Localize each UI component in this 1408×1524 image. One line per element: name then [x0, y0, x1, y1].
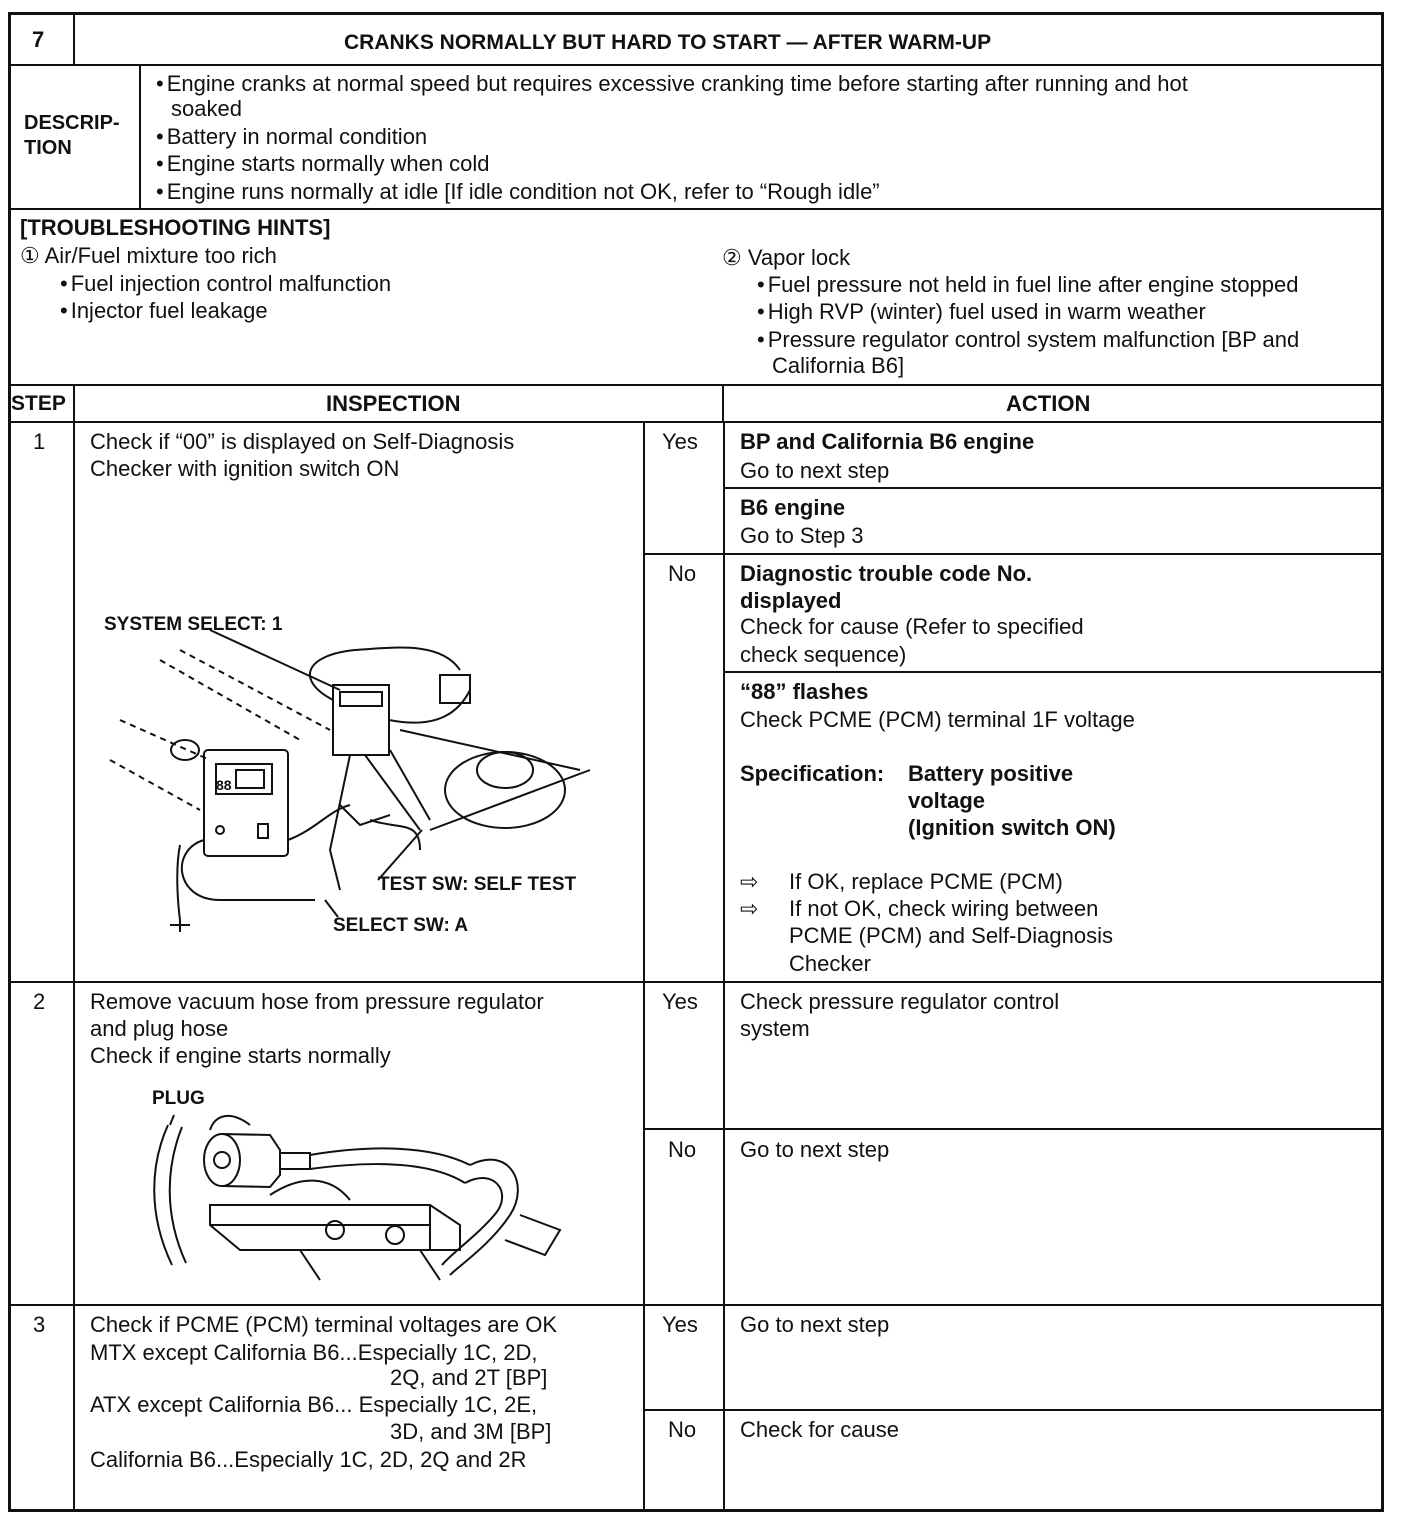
description-item: • Engine starts normally when cold: [156, 150, 490, 177]
inspection-text: and plug hose: [90, 1016, 229, 1041]
hint-item: • High RVP (winter) fuel used in warm weather: [757, 298, 1206, 325]
divider: [723, 421, 725, 1512]
description-item: • Engine cranks at normal speed but requires excessive cranking time before starting after running and hot: [156, 70, 1188, 97]
result-text: If not OK, check wiring between: [789, 896, 1099, 921]
column-header-inspection: INSPECTION: [326, 391, 461, 416]
yes-label: Yes: [662, 429, 698, 454]
inspection-text: 2Q, and 2T [BP]: [390, 1365, 548, 1390]
hints-title: [TROUBLESHOOTING HINTS]: [20, 215, 331, 240]
pressure-regulator-illustration: [130, 1105, 570, 1290]
description-label: TION: [24, 137, 72, 159]
action-title: BP and California B6 engine: [740, 429, 1035, 454]
figure-label: SELECT SW: A: [333, 915, 469, 936]
inspection-text: Remove vacuum hose from pressure regulator: [90, 989, 544, 1014]
checker-display: 88: [216, 777, 232, 793]
divider: [643, 421, 645, 1512]
action-text: Go to next step: [740, 1312, 890, 1337]
description-item: soaked: [171, 96, 242, 121]
action-text: Check for cause (Refer to specified: [740, 614, 1084, 639]
step-number: 1: [33, 429, 46, 454]
column-header-action: ACTION: [1006, 391, 1091, 416]
hint-item: • Fuel pressure not held in fuel line after engine stopped: [757, 271, 1299, 298]
inspection-text: Check if engine starts normally: [90, 1043, 391, 1068]
arrow-icon: ⇨: [740, 869, 759, 894]
divider: [8, 384, 1384, 386]
figure-label: SYSTEM SELECT: 1: [104, 614, 283, 635]
hint-item: California B6]: [772, 353, 905, 378]
divider: [644, 1409, 1384, 1411]
hint-heading: ② Vapor lock: [722, 245, 851, 270]
action-text: Go to next step: [740, 1137, 890, 1162]
step-number: 2: [33, 989, 46, 1014]
action-text: Check pressure regulator control: [740, 989, 1060, 1014]
step-number: 3: [33, 1312, 46, 1337]
column-header-step: STEP: [11, 392, 66, 415]
divider: [724, 671, 1384, 673]
description-label: DESCRIP-: [24, 112, 120, 134]
no-label: No: [668, 1417, 697, 1442]
inspection-text: California B6...Especially 1C, 2D, 2Q and 2R: [90, 1447, 527, 1472]
action-text: Go to Step 3: [740, 523, 864, 548]
action-title: B6 engine: [740, 495, 846, 520]
inspection-text: Checker with ignition switch ON: [90, 456, 400, 481]
no-label: No: [668, 561, 697, 586]
inspection-text: MTX except California B6...Especially 1C, 2D,: [90, 1340, 538, 1365]
hint-item: • Pressure regulator control system malfunction [BP and: [757, 326, 1299, 353]
divider: [644, 553, 1384, 555]
result-text: If OK, replace PCME (PCM): [789, 869, 1063, 894]
description-item: • Engine runs normally at idle [If idle condition not OK, refer to “Rough idle”: [156, 178, 880, 205]
figure-label: TEST SW: SELF TEST: [378, 874, 577, 895]
inspection-text: 3D, and 3M [BP]: [390, 1419, 552, 1444]
divider: [8, 64, 1384, 66]
result-text: PCME (PCM) and Self-Diagnosis: [789, 923, 1113, 948]
divider: [722, 384, 724, 421]
yes-label: Yes: [662, 1312, 698, 1337]
action-title: Diagnostic trouble code No.: [740, 561, 1033, 586]
hint-item: • Injector fuel leakage: [60, 297, 268, 324]
description-item: • Battery in normal condition: [156, 123, 427, 150]
divider: [139, 64, 141, 208]
arrow-icon: ⇨: [740, 896, 759, 921]
action-text: check sequence): [740, 642, 907, 667]
action-title: displayed: [740, 588, 842, 613]
no-label: No: [668, 1137, 697, 1162]
divider: [8, 208, 1384, 210]
divider: [73, 384, 75, 1512]
result-text: Checker: [789, 951, 871, 976]
divider: [724, 487, 1384, 489]
spec-value: Battery positive: [908, 761, 1074, 786]
hint-item: • Fuel injection control malfunction: [60, 270, 391, 297]
section-number: 7: [32, 27, 45, 52]
spec-value: voltage: [908, 788, 986, 813]
divider: [8, 421, 1384, 423]
spec-value: (Ignition switch ON): [908, 815, 1116, 840]
divider: [73, 12, 75, 64]
action-text: Check PCME (PCM) terminal 1F voltage: [740, 707, 1135, 732]
divider: [644, 1128, 1384, 1130]
divider: [8, 981, 1384, 983]
action-title: “88” flashes: [740, 679, 869, 704]
action-text: Go to next step: [740, 458, 890, 483]
yes-label: Yes: [662, 989, 698, 1014]
action-text: system: [740, 1016, 810, 1041]
inspection-text: Check if PCME (PCM) terminal voltages are OK: [90, 1312, 558, 1337]
divider: [8, 1304, 1384, 1306]
hint-heading: ① Air/Fuel mixture too rich: [20, 243, 277, 268]
inspection-text: Check if “00” is displayed on Self-Diagnosis: [90, 429, 515, 454]
page-title: CRANKS NORMALLY BUT HARD TO START — AFTER WARM-UP: [344, 31, 992, 54]
inspection-text: ATX except California B6... Especially 1C, 2E,: [90, 1392, 538, 1417]
figure-label: PLUG: [152, 1088, 205, 1109]
spec-label: Specification:: [740, 761, 885, 786]
action-text: Check for cause: [740, 1417, 899, 1442]
